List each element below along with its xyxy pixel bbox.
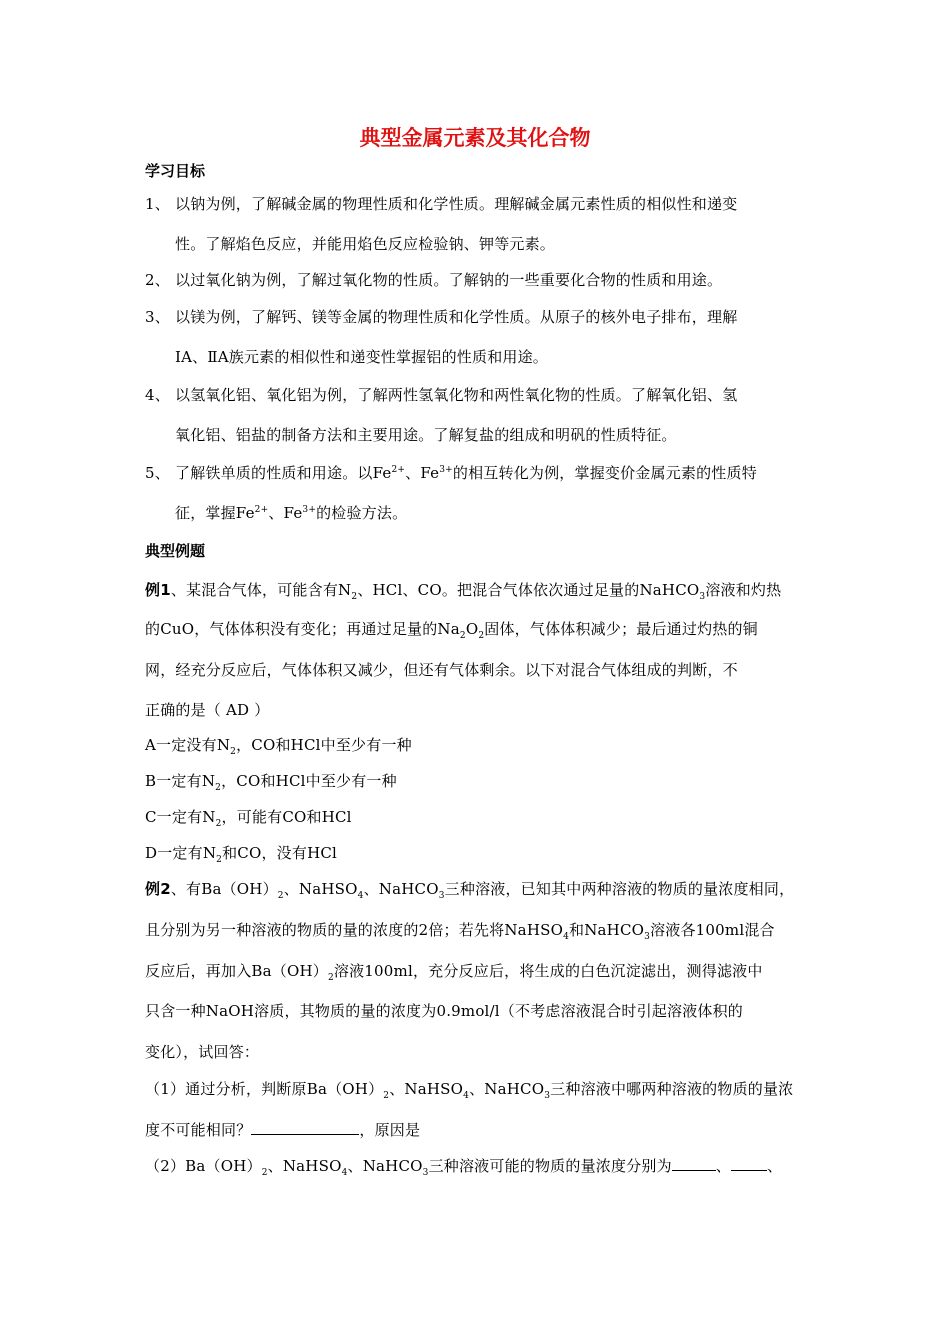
section-heading-goals: 学习目标: [145, 162, 206, 180]
example-1-option-b: B一定有$N_2$，CO和HCl中至少有一种: [145, 772, 397, 793]
goal-4-line-1: 4、 以氢氧化铝、氧化铝为例，了解两性氢氧化物和两性氧化物的性质。了解氧化铝、氢: [145, 386, 738, 404]
goal-1-line-1: 1、 以钠为例，了解碱金属的物理性质和化学性质。理解碱金属元素性质的相似性和递变: [145, 195, 738, 213]
example-1-line-2: 的CuO，气体体积没有变化；再通过足量的$Na_2O_2$固体，气体体积减少；最后通过灼热的铜: [145, 620, 758, 641]
goal-5-line-1: 5、 了解铁单质的性质和用途。以$Fe^{2+}$、$Fe^{3+}$的相互转化为例，掌握变价金属元素的性质特: [145, 464, 757, 482]
goal-2-line-1: 2、 以过氧化钠为例，了解过氧化物的性质。了解钠的一些重要化合物的性质和用途。: [145, 271, 723, 289]
goal-3-line-2: ⅠA、ⅡA族元素的相似性和递变性掌握铝的性质和用途。: [175, 348, 548, 366]
example-2-line-1: 例2、有$Ba(OH)_2$、NaHSO$_4$、NaHCO$_3$三种溶液，已知其中两种溶液的物质的量浓度相同，: [145, 880, 795, 901]
example-1-line-4: 正确的是（ AD ）: [145, 701, 270, 719]
page-title: 典型金属元素及其化合物: [359, 126, 591, 150]
goal-4-line-2: 氧化铝、铝盐的制备方法和主要用途。了解复盐的组成和明矾的性质特征。: [175, 426, 677, 444]
goal-5-line-2: 征，掌握$Fe^{2+}$、$Fe^{3+}$的检验方法。: [175, 504, 408, 522]
example-2-line-5: 变化），试回答：: [145, 1043, 260, 1061]
example-2-line-4: 只含一种NaOH溶质，其物质的量的浓度为0.9mol/l（不考虑溶液混合时引起溶液体积的: [145, 1002, 744, 1020]
example-2-line-2: 且分别为另一种溶液的物质的量的浓度的2倍；若先将NaHSO$_4$和NaHCO$_3$溶液各100ml混合: [145, 921, 775, 942]
section-heading-examples: 典型例题: [145, 542, 206, 560]
question-1-line-2: 度不可能相同？ ，原因是: [145, 1121, 421, 1139]
example-2-line-3: 反应后，再加入$Ba(OH)_2$溶液100ml，充分反应后，将生成的白色沉淀滤出，测得滤液中: [145, 962, 763, 983]
example-1-option-c: C一定有$N_2$，可能有CO和HCl: [145, 808, 352, 829]
goal-3-line-1: 3、 以镁为例，了解钙、镁等金属的物理性质和化学性质。从原子的核外电子排布，理解: [145, 308, 738, 326]
answer-blank-2[interactable]: [672, 1156, 716, 1171]
example-1-line-3: 网，经充分反应后，气体体积又减少，但还有气体剩余。以下对混合气体组成的判断，不: [145, 661, 738, 679]
question-1-line-1: （1）通过分析，判断原$Ba(OH)_2$、NaHSO$_4$、NaHCO$_3$三种溶液中哪两种溶液的物质的量浓: [145, 1080, 794, 1101]
example-1-line-1: 例1、某混合气体，可能含有$N_2$、HCl、CO。把混合气体依次通过足量的NaHCO$_3$溶液和灼热: [145, 581, 782, 602]
answer-blank-1[interactable]: [251, 1120, 359, 1135]
answer-blank-3[interactable]: [731, 1156, 767, 1171]
example-1-option-a: A一定没有$N_2$，CO和HCl中至少有一种: [145, 736, 412, 757]
goal-1-line-2: 性。了解焰色反应，并能用焰色反应检验钠、钾等元素。: [175, 235, 556, 253]
example-1-option-d: D一定有$N_2$和CO，没有HCl: [145, 844, 338, 865]
question-2-line-1: $(2)Ba(OH)_2$、NaHSO$_4$、NaHCO$_3$三种溶液可能的物质的量浓度分别为 、 、: [145, 1157, 783, 1178]
